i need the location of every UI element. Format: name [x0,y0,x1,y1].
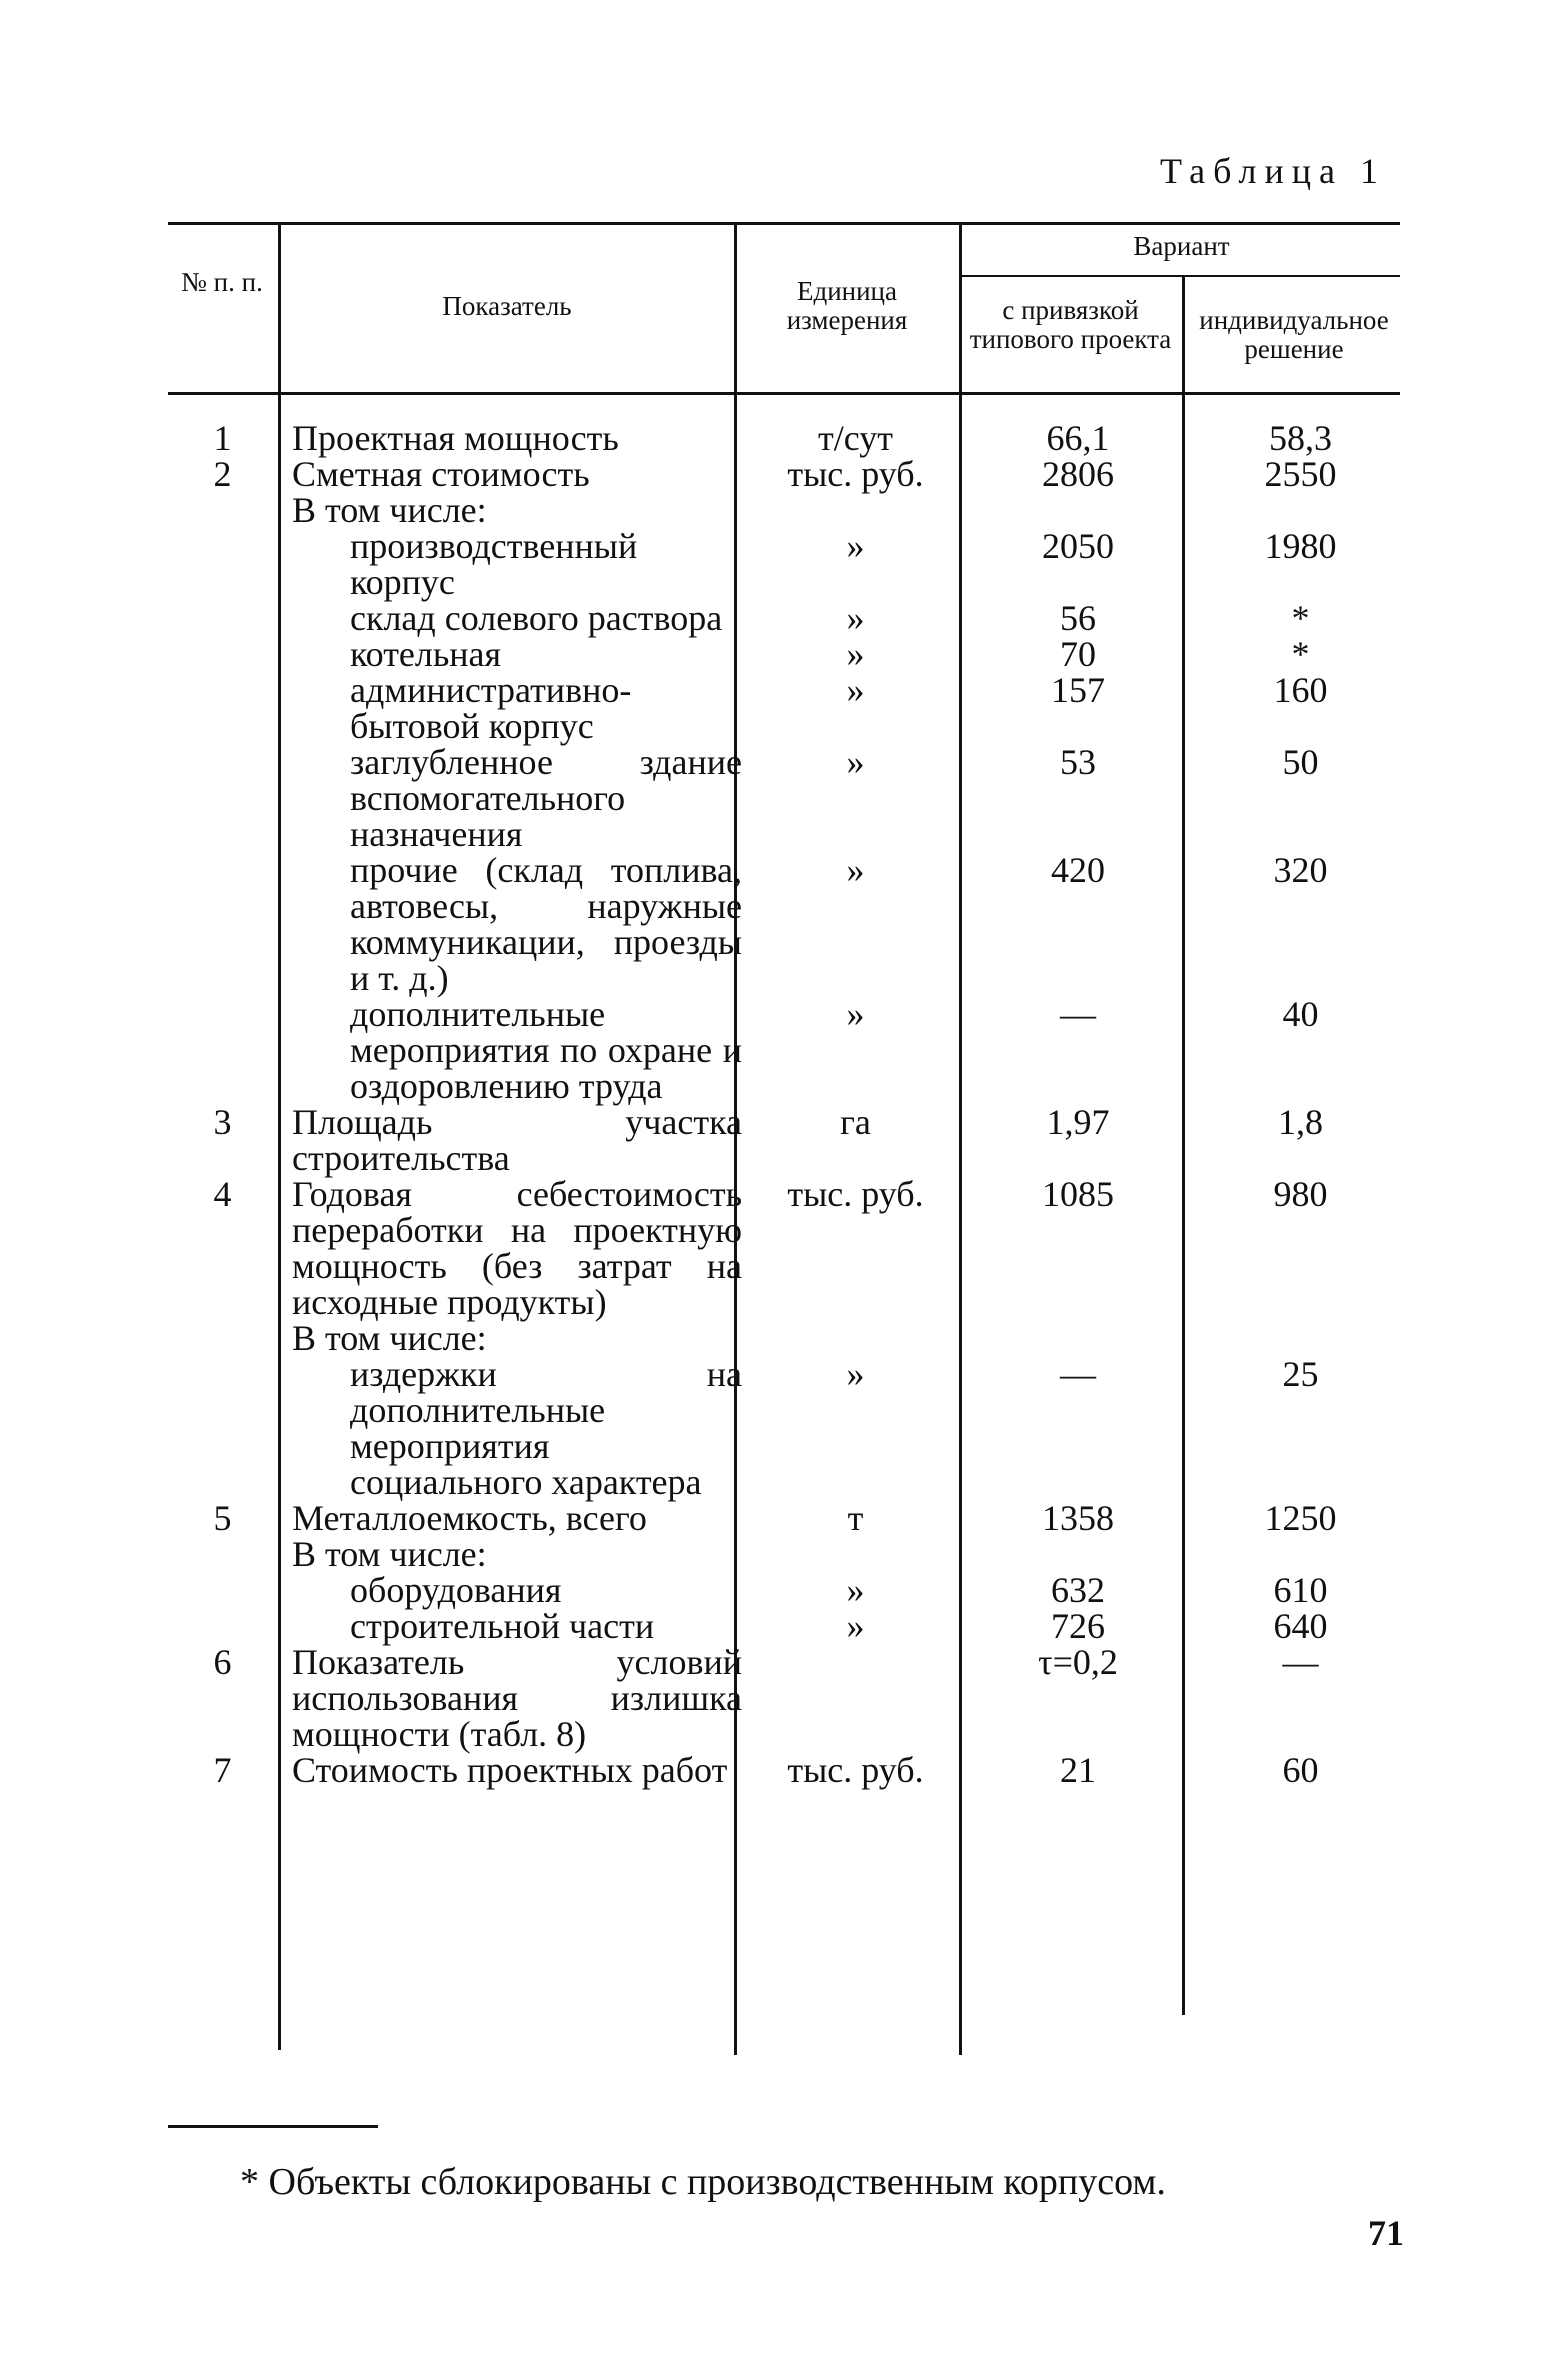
row-number [165,1356,280,1500]
row-variant1: 66,1 [1046,418,1110,458]
row-variant2: 1250 [1264,1498,1337,1538]
table-row [165,1572,1408,1608]
row-number [165,744,280,852]
row-unit: т/сут [818,418,893,458]
row-variant1: 56 [1060,598,1096,638]
row-variant2: 58,3 [1269,418,1332,458]
row-indicator: Годовая себестоимость переработки на проектную мощность (без затрат на исходные продукты) [292,1174,742,1322]
row-variant1: — [1060,994,1096,1034]
row-number [165,672,280,744]
row-variant1: τ=0,2 [1038,1642,1118,1682]
row-number [165,1572,280,1608]
row-unit: » [846,850,865,890]
table-row [165,1644,1408,1752]
row-number: 4 [213,1174,232,1214]
row-number [165,600,280,636]
row-indicator: издержки на дополнительные мероприятия социального характера [350,1354,742,1502]
table-row [165,996,1408,1104]
row-unit: » [846,598,865,638]
row-variant2: 640 [1273,1606,1328,1646]
table-row [165,672,1408,744]
header-col-divider [1182,277,1185,392]
row-indicator: Металлоемкость, всего [292,1498,647,1538]
row-variant1: 420 [1051,850,1105,890]
row-indicator: административно-бытовой корпус [350,670,632,746]
row-variant2: 2550 [1264,454,1337,494]
table-row [165,852,1408,996]
row-variant2: 50 [1282,742,1319,782]
table-row [165,1500,1408,1536]
table-row [165,420,1408,456]
header-variant: Вариант [1133,231,1230,261]
row-number [165,1536,280,1572]
row-variant2 [1193,1320,1408,1356]
table-row [165,1104,1408,1176]
row-variant2: 40 [1282,994,1319,1034]
row-number: 7 [213,1750,232,1790]
row-variant2: 160 [1273,670,1328,710]
header-unit: Единица измерения [786,276,908,335]
row-variant2: * [1291,598,1310,638]
row-variant2 [1193,1536,1408,1572]
row-number [165,528,280,600]
table-row [165,456,1408,492]
table-title: Таблица 1 [1160,151,1386,191]
row-unit: » [846,994,865,1034]
row-number: 3 [213,1102,232,1142]
row-indicator: Сметная стоимость [292,454,590,494]
row-unit: » [846,1606,865,1646]
header-col-divider [734,222,737,392]
row-variant1: 2806 [1042,454,1114,494]
row-variant2: 1980 [1264,526,1337,566]
page-number: 71 [1368,2213,1404,2253]
row-indicator: производственный корпус [350,526,638,602]
row-unit: » [846,1570,865,1610]
footnote-rule [168,2125,378,2128]
row-unit: » [846,526,865,566]
header-variant1: с привязкой типового проекта [969,295,1172,354]
row-variant2: 1,8 [1278,1102,1323,1142]
row-variant1: 21 [1060,1750,1096,1790]
row-variant1 [963,492,1193,528]
row-variant1: 70 [1060,634,1096,674]
table-row [165,1320,1408,1356]
table-row [165,1356,1408,1500]
header-variant2: индивидуальное решение [1199,305,1389,364]
row-variant1: 632 [1051,1570,1105,1610]
row-variant1: 157 [1051,670,1105,710]
row-unit: » [846,670,865,710]
header-bottom-rule [168,392,1400,395]
row-number: 1 [213,418,232,458]
row-indicator: В том числе: [292,490,487,530]
row-number: 6 [213,1642,232,1682]
row-indicator: В том числе: [292,1534,487,1574]
header-no: № п. п. [181,267,263,297]
row-unit [748,1536,963,1572]
header-col-divider [959,222,962,392]
row-variant1: 1358 [1042,1498,1114,1538]
table-row [165,744,1408,852]
header-top-rule [168,222,1400,225]
row-unit: » [846,634,865,674]
row-variant1: — [1060,1354,1096,1394]
row-indicator: Проектная мощность [292,418,619,458]
row-number [165,636,280,672]
row-variant1 [963,1320,1193,1356]
row-indicator: прочие (склад топлива, автовесы, наружные коммуникации, проезды и т. д.) [350,850,742,998]
row-number [165,1320,280,1356]
row-variant2: * [1291,634,1310,674]
table-row [165,492,1408,528]
table-row [165,636,1408,672]
row-unit: тыс. руб. [787,1174,924,1214]
data-table [165,420,1408,1788]
row-indicator: котельная [350,634,502,674]
row-indicator: В том числе: [292,1318,487,1358]
row-variant2: 980 [1273,1174,1328,1214]
row-variant1 [963,1536,1193,1572]
row-indicator: Площадь участка строительства [292,1102,742,1178]
row-indicator: заглубленное здание вспомогательного назначения [350,742,742,854]
row-unit: тыс. руб. [787,1750,924,1790]
row-number [165,996,280,1104]
header-col-divider [278,222,281,392]
row-indicator: Показатель условий использования излишка мощности (табл. 8) [292,1642,742,1754]
row-unit: тыс. руб. [787,454,924,494]
row-unit: га [840,1102,871,1142]
table-row [165,528,1408,600]
row-variant2: 610 [1273,1570,1328,1610]
row-variant1: 1085 [1042,1174,1114,1214]
row-unit [748,1644,963,1752]
row-unit: » [846,1354,865,1394]
row-number [165,1608,280,1644]
row-unit [748,492,963,528]
row-indicator: склад солевого раствора [350,598,723,638]
row-indicator: строительной части [350,1606,655,1646]
table-row [165,1752,1408,1788]
row-variant2 [1193,492,1408,528]
table-row [165,1176,1408,1320]
row-number: 2 [213,454,232,494]
table-row [165,1536,1408,1572]
row-variant2: 25 [1282,1354,1319,1394]
row-number: 5 [213,1498,232,1538]
table-row [165,1608,1408,1644]
row-variant2: 320 [1273,850,1328,890]
row-unit: » [846,742,865,782]
row-variant2: 60 [1282,1750,1319,1790]
row-indicator: Стоимость проектных работ [292,1750,728,1790]
footnote: * Объекты сблокированы с производственным корпусом. [240,2161,1166,2203]
row-indicator: дополнительные мероприятия по охране и оздоровлению труда [350,994,742,1106]
row-number [165,852,280,996]
variant-rule [962,275,1400,277]
header-indicator: Показатель [442,291,572,321]
row-variant2: — [1282,1642,1319,1682]
table-row [165,600,1408,636]
row-indicator: оборудования [350,1570,562,1610]
row-variant1: 53 [1060,742,1096,782]
row-unit [748,1320,963,1356]
row-unit: т [847,1498,864,1538]
row-number [165,492,280,528]
row-variant1: 726 [1051,1606,1105,1646]
row-variant1: 2050 [1042,526,1114,566]
row-variant1: 1,97 [1046,1102,1110,1142]
